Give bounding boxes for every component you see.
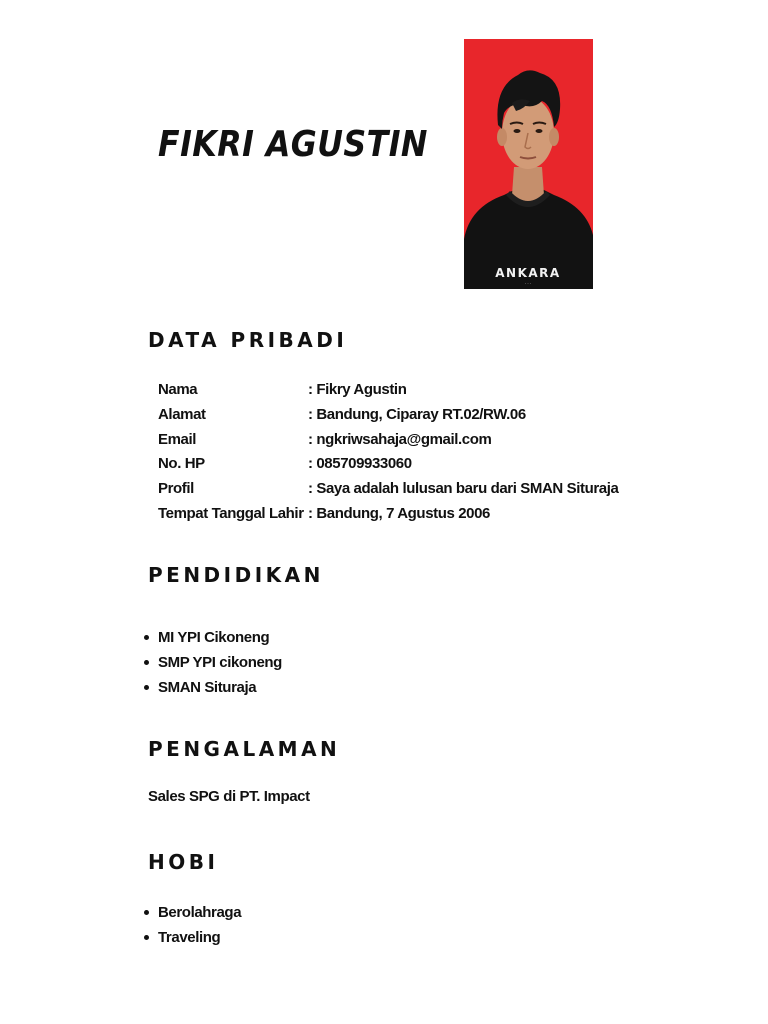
info-value: : 085709933060 bbox=[308, 455, 412, 473]
personal-data-table bbox=[158, 378, 618, 527]
info-row-birth bbox=[158, 502, 618, 527]
experience-text: Sales SPG di PT. Impact bbox=[148, 788, 310, 805]
list-item-text: SMP YPI cikoneng bbox=[158, 654, 282, 671]
info-label: No. HP bbox=[158, 455, 205, 473]
section-heading-personal-data: DATA PRIBADI bbox=[148, 328, 348, 352]
list-item bbox=[144, 650, 282, 675]
education-list bbox=[144, 625, 282, 700]
info-row-name bbox=[158, 378, 618, 403]
hobby-list bbox=[144, 900, 241, 950]
list-item bbox=[144, 925, 241, 950]
info-label: Email bbox=[158, 430, 197, 448]
bullet-icon bbox=[144, 935, 149, 940]
bullet-icon bbox=[144, 910, 149, 915]
info-label: Nama bbox=[158, 381, 198, 398]
list-item-text: Berolahraga bbox=[158, 904, 242, 921]
info-row-address bbox=[158, 403, 618, 428]
shirt-print: ANKARA bbox=[495, 266, 561, 280]
info-value: : Saya adalah lulusan baru dari SMAN Situraja bbox=[308, 480, 619, 498]
bullet-icon bbox=[144, 685, 149, 690]
info-value: : Fikry Agustin bbox=[308, 381, 407, 398]
info-row-profile bbox=[158, 477, 618, 502]
shirt-subprint: · · · bbox=[524, 281, 532, 286]
info-label: Profil bbox=[158, 480, 194, 498]
section-heading-hobbies: HOBI bbox=[148, 850, 219, 874]
info-label: Tempat Tanggal Lahir bbox=[158, 504, 304, 522]
info-value: : Bandung, 7 Agustus 2006 bbox=[308, 504, 490, 522]
bullet-icon bbox=[144, 660, 149, 665]
info-label: Alamat bbox=[158, 405, 206, 423]
section-heading-education: PENDIDIKAN bbox=[148, 563, 324, 587]
bullet-icon bbox=[144, 635, 149, 640]
section-heading-experience: PENGALAMAN bbox=[148, 737, 341, 761]
list-item-text: Traveling bbox=[158, 929, 221, 946]
info-row-email bbox=[158, 428, 618, 453]
list-item bbox=[144, 675, 282, 700]
info-row-phone bbox=[158, 452, 618, 477]
list-item-text: SMAN Situraja bbox=[158, 679, 257, 696]
list-item bbox=[144, 900, 241, 925]
info-value: : ngkriwsahaja@gmail.com bbox=[308, 430, 492, 448]
profile-photo bbox=[464, 39, 593, 289]
list-item bbox=[144, 625, 282, 650]
info-value: : Bandung, Ciparay RT.02/RW.06 bbox=[308, 405, 526, 423]
name-title: FIKRI AGUSTIN bbox=[158, 124, 428, 165]
list-item-text: MI YPI Cikoneng bbox=[158, 629, 270, 646]
